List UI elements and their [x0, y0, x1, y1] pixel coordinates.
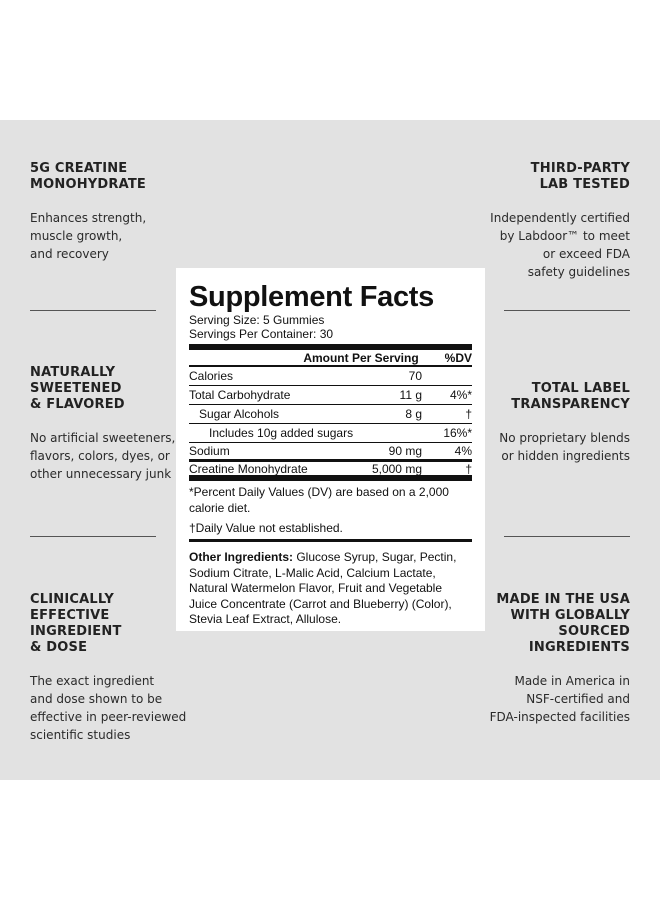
facts-header-row — [189, 350, 472, 367]
facts-panel — [189, 281, 472, 628]
feature-made-in-usa — [470, 592, 630, 726]
nutrient-name: Sugar Alcohols — [199, 407, 280, 421]
feature-title: TOTAL LABEL TRANSPARENCY — [511, 381, 630, 412]
feature-body: Made in America in NSF-certified and FDA-inspected facilities — [489, 674, 630, 724]
nutrient-name: Sodium — [189, 444, 230, 458]
feature-title: NATURALLY SWEETENED & FLAVORED — [30, 365, 125, 412]
nutrient-name: Total Carbohydrate — [189, 388, 291, 402]
feature-body: Independently certified by Labdoor™ to meet or exceed FDA safety guidelines — [490, 211, 630, 279]
divider — [30, 310, 156, 311]
dv-footnote: *Percent Daily Values (DV) are based on a 2,000 calorie diet. — [189, 485, 449, 515]
feature-body: Enhances strength, muscle growth, and recovery — [30, 211, 147, 261]
serving-size: Serving Size: 5 Gummies — [189, 313, 325, 327]
divider — [504, 536, 630, 537]
other-ingredients-text: Glucose Syrup, Sugar, Pectin, Sodium Citrate, L-Malic Acid, Calcium Lactate, Natural Watermelon Flavor, Fruit and Vegetable Juice Concentrate (Carrot and Blueberry) (Color), Stevia Leaf Extract, Allulose. — [189, 550, 457, 626]
nutrient-dv: 16%* — [443, 426, 472, 440]
header-amount: Amount Per Serving — [303, 350, 419, 365]
nutrient-name: Calories — [189, 369, 234, 383]
nutrient-name: Includes 10g added sugars — [209, 426, 354, 440]
nutrient-amount: 5,000 mg — [371, 461, 422, 476]
feature-sweetened — [30, 365, 190, 483]
nutrient-dv: † — [465, 461, 472, 476]
supplement-facts-label — [176, 268, 485, 631]
feature-title: 5G CREATINE MONOHYDRATE — [30, 161, 147, 192]
not-established-footnote: †Daily Value not established. — [189, 520, 472, 542]
nutrient-amount: 11 g — [399, 388, 422, 402]
nutrient-dv: 4%* — [449, 388, 472, 402]
facts-row — [189, 386, 472, 405]
feature-lab-tested — [470, 161, 630, 281]
facts-title: Supplement Facts — [189, 281, 434, 313]
feature-title: CLINICALLY EFFECTIVE INGREDIENT & DOSE — [30, 592, 122, 655]
feature-body: No artificial sweeteners, flavors, colors, dyes, or other unnecessary junk — [30, 431, 176, 481]
divider — [30, 536, 156, 537]
other-ingredients — [189, 550, 472, 628]
servings-per-container: Servings Per Container: 30 — [189, 327, 334, 341]
facts-row — [189, 424, 472, 443]
feature-transparency — [470, 381, 630, 465]
facts-row — [189, 462, 472, 481]
other-ingredients-label: Other Ingredients: — [189, 550, 294, 564]
nutrient-dv: 4% — [454, 444, 472, 458]
facts-row — [189, 405, 472, 424]
nutrient-amount: 90 mg — [388, 444, 422, 458]
nutrient-amount: 8 g — [405, 407, 422, 421]
feature-body: The exact ingredient and dose shown to be effective in peer-reviewed scientific studies — [30, 674, 187, 742]
nutrient-dv: † — [465, 407, 472, 421]
feature-clinical — [30, 592, 190, 744]
feature-title: MADE IN THE USA WITH GLOBALLY SOURCED INGREDIENTS — [496, 592, 630, 655]
nutrient-name: Creatine Monohydrate — [189, 461, 308, 476]
facts-row — [189, 367, 472, 386]
divider — [504, 310, 630, 311]
feature-title: THIRD-PARTY LAB TESTED — [530, 161, 630, 192]
header-dv: %DV — [444, 350, 472, 365]
feature-body: No proprietary blends or hidden ingredients — [499, 431, 630, 463]
nutrient-amount: 70 — [408, 369, 422, 383]
feature-creatine — [30, 161, 190, 263]
facts-row — [189, 443, 472, 462]
